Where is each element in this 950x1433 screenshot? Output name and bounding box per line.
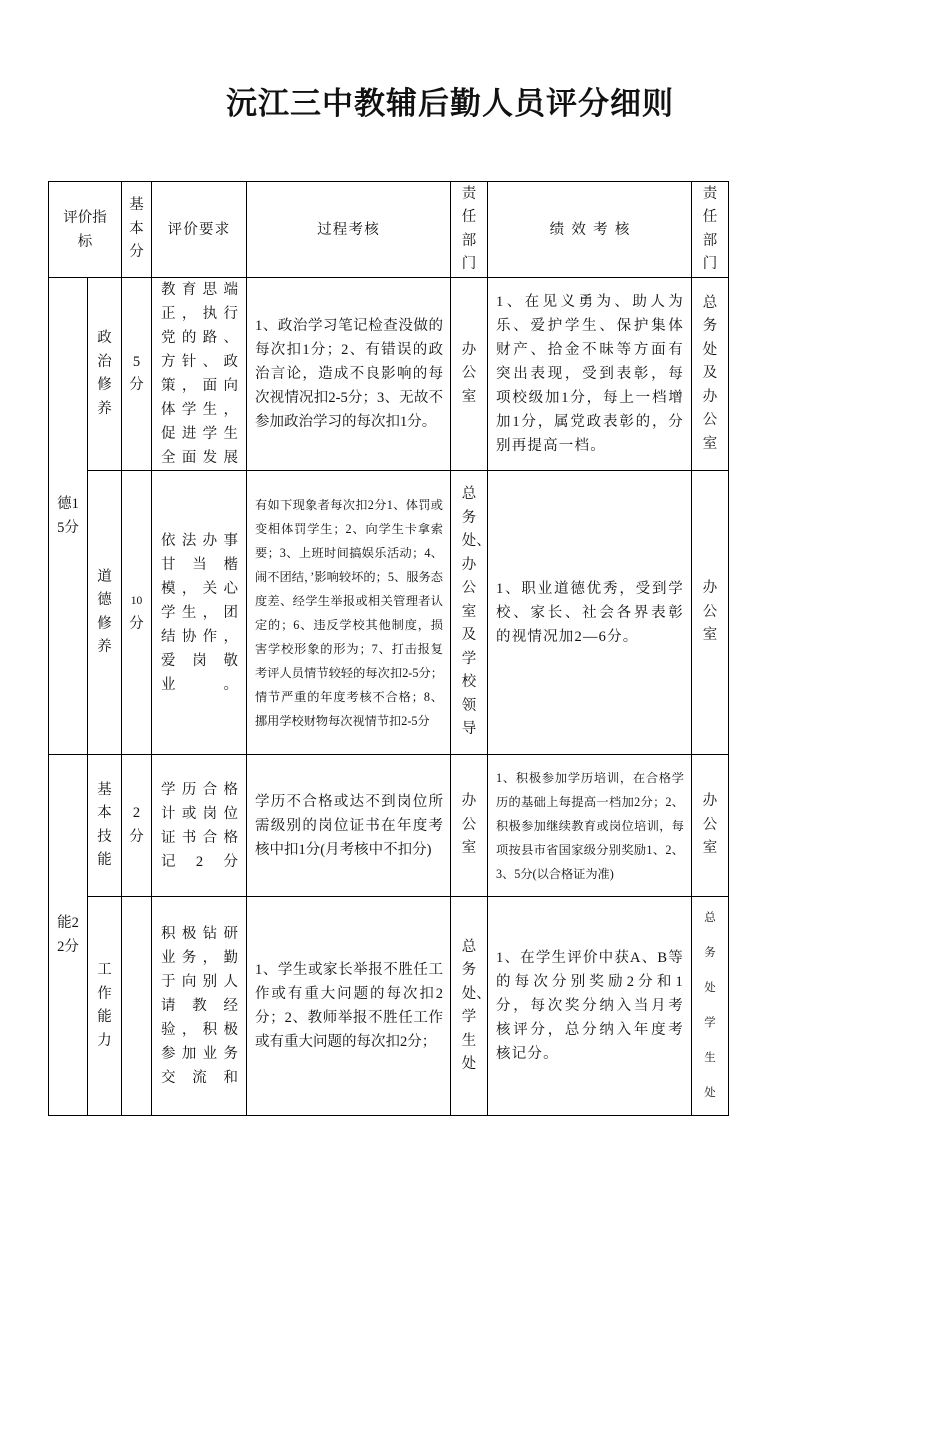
item-performance: 1、在见义勇为、助人为乐、爱护学生、保护集体财产、拾金不昧等方面有突出表现，受到表彰，每项校级加1分，每上一档增加1分，属党政表彰的，分别再提高一档。 (488, 278, 692, 471)
header-indicator: 评价指标 (49, 182, 122, 278)
item-process: 1、政治学习笔记检查没做的每次扣1分；2、有错误的政治言论，造成不良影响的每次视情况扣2-5分；3、无故不参加政治学习的每次扣1分。 (247, 278, 451, 471)
table-row (49, 755, 729, 897)
item-dept-1: 总务处、办公室及学校领导 (451, 471, 488, 755)
item-score: 5分 (122, 278, 152, 471)
scoring-table (48, 181, 729, 1116)
item-performance: 1、职业道德优秀，受到学校、家长、社会各界表彰的视情况加2—6分。 (488, 471, 692, 755)
item-dept-2: 总务处学生处 (692, 897, 729, 1116)
item-performance: 1、在学生评价中获A、B等的每次分别奖励2分和1分，每次奖分纳入当月考核评分，总分纳入年度考核记分。 (488, 897, 692, 1116)
item-name: 基本技能 (88, 755, 122, 897)
item-name: 道德修养 (88, 471, 122, 755)
item-name: 工作能力 (88, 897, 122, 1116)
item-requirement: 积极钻研业务，勤于向别人请教经验，积极参加业务交流和 (152, 897, 247, 1116)
header-process: 过程考核 (247, 182, 451, 278)
table-row (49, 471, 729, 755)
item-score-unit: 分 (129, 616, 144, 632)
item-dept-1: 办公室 (451, 278, 488, 471)
item-process: 学历不合格或达不到岗位所需级别的岗位证书在年度考核中扣1分(月考核中不扣分) (247, 755, 451, 897)
item-requirement: 教育思端正，执行党的路、方针、政策，面向体学生，促进学生全面发展 (152, 278, 247, 471)
item-dept-1: 办公室 (451, 755, 488, 897)
item-performance: 1、积极参加学历培训，在合格学历的基础上每提高一档加2分；2、积极参加继续教育或岗位培训，每项按县市省国家级分别奖励1、2、3、5分(以合格证为准) (488, 755, 692, 897)
header-base-score: 基本分 (122, 182, 152, 278)
group-label-de: 德15分 (49, 278, 88, 755)
table-row (49, 278, 729, 471)
item-dept-2: 总务处及办公室 (692, 278, 729, 471)
table-row (49, 897, 729, 1116)
item-process: 1、学生或家长举报不胜任工作或有重大问题的每次扣2分；2、教师举报不胜任工作或有重大问题的每次扣2分； (247, 897, 451, 1116)
item-score: 2分 (122, 755, 152, 897)
item-name: 政治修养 (88, 278, 122, 471)
header-requirement: 评价要求 (152, 182, 247, 278)
header-performance: 绩 效 考 核 (488, 182, 692, 278)
item-dept-2: 办公室 (692, 755, 729, 897)
table-header-row (49, 182, 729, 278)
group-label-neng: 能22分 (49, 755, 88, 1116)
item-requirement: 学历合格计或岗位证书合格记2分 (152, 755, 247, 897)
header-dept-2: 责任部门 (692, 182, 729, 278)
item-score (122, 897, 152, 1116)
page-title: 沅江三中教辅后勤人员评分细则 (226, 86, 674, 122)
item-process: 有如下现象者每次扣2分1、体罚或变相体罚学生；2、向学生卡拿索要；3、上班时间搞娱乐活动；4、闹不团结，’影响较坏的；5、服务态度差、经学生举报或相关管理者认定的；6、违反学校其他制度，损害学校形象的形为；7、打击报复考评人员情节较轻的每次扣2-5分；情节严重的年度考核不合格；8、挪用学校财物每次视情节扣2-5分 (247, 471, 451, 755)
header-dept-1: 责任部门 (451, 182, 488, 278)
item-dept-1: 总务处、学生处 (451, 897, 488, 1116)
item-score (122, 471, 152, 755)
item-requirement: 依法办事甘当楷模，关心学生，团结协作，爱岗敬业。 (152, 471, 247, 755)
item-dept-2: 办公室 (692, 471, 729, 755)
item-score-number: 10 (130, 594, 143, 607)
